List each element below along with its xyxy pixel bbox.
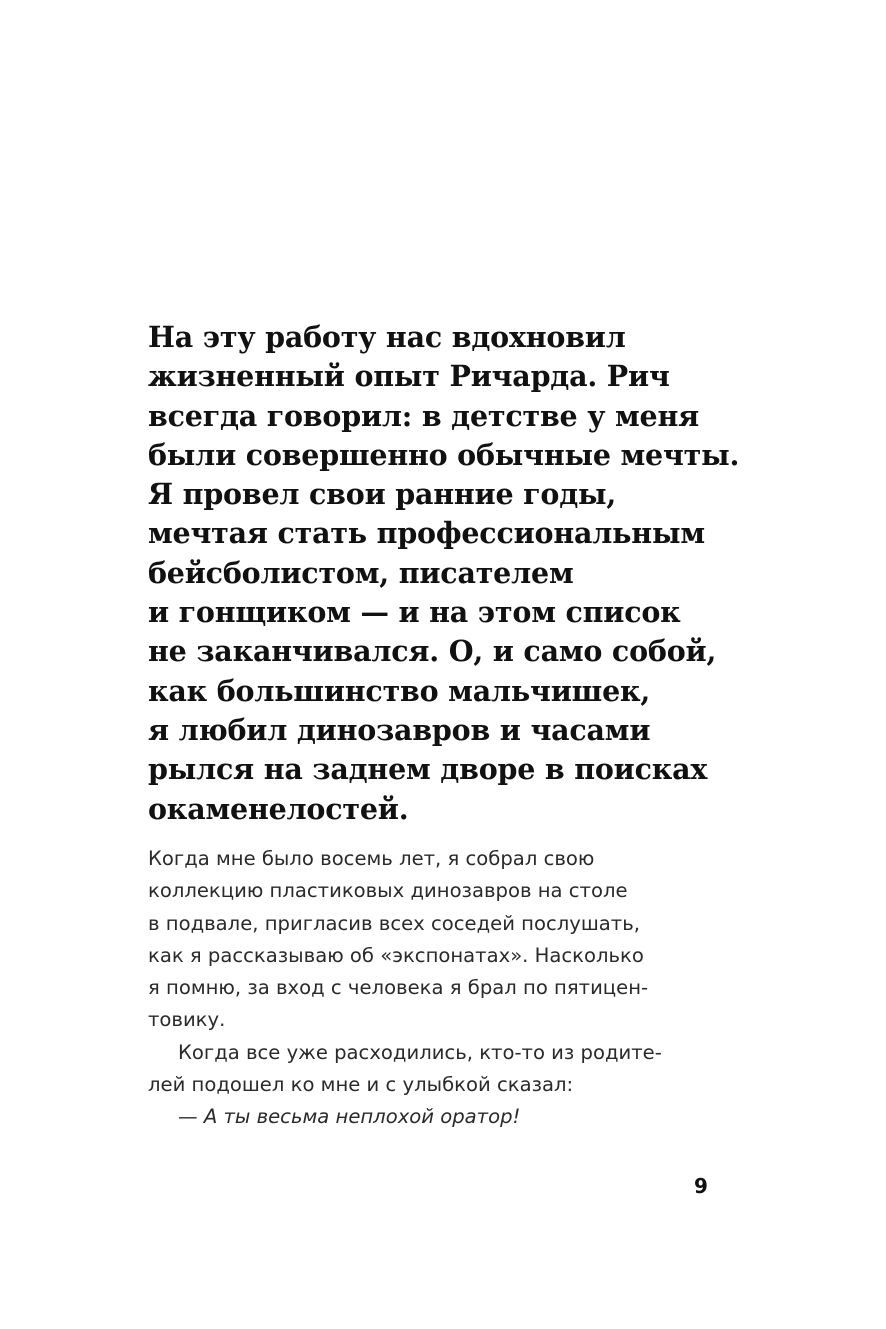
body-line: я помню, за вход с человека я брал по пятицен- (148, 976, 649, 1000)
lead-line: я любил динозавров и часами (148, 712, 651, 747)
lead-line: и гонщиком — и на этом список (148, 595, 681, 630)
lead-paragraph (148, 318, 788, 829)
lead-line: жизненный опыт Ричарда. Рич (148, 359, 670, 394)
quote-line: — А ты весьма неплохой оратор! (178, 1105, 521, 1129)
lead-line: не заканчивался. О, и само собой, (148, 634, 717, 669)
body-paragraph-2 (148, 1037, 748, 1102)
lead-line: были совершенно обычные мечты. (148, 437, 740, 472)
body-line: как я рассказываю об «экспонатах». Насколько (148, 943, 644, 967)
body-line: товику. (148, 1008, 226, 1032)
lead-line: бейсболистом, писателем (148, 555, 574, 590)
body-line: коллекцию пластиковых динозавров на столе (148, 879, 628, 903)
body-line: Когда все уже расходились, кто-то из родите- (178, 1040, 662, 1064)
lead-line: всегда говорил: в детстве у меня (148, 398, 699, 433)
lead-line: На эту работу нас вдохновил (148, 320, 626, 354)
lead-line: окаменелостей. (148, 791, 409, 826)
body-line: лей подошел ко мне и с улыбкой сказал: (148, 1073, 574, 1097)
body-text (148, 843, 748, 1134)
body-line: в подвале, пригласив всех соседей послушать, (148, 911, 640, 935)
body-line: Когда мне было восемь лет, я собрал свою (148, 847, 595, 870)
lead-line: как большинство мальчишек, (148, 673, 651, 708)
page-number: 9 (694, 1174, 708, 1198)
lead-line: Я провел свои ранние годы, (148, 477, 617, 512)
body-paragraph-1 (148, 843, 748, 1037)
lead-line: рылся на заднем дворе в поисках (148, 752, 708, 787)
lead-line: мечтая стать профессиональным (148, 516, 705, 551)
